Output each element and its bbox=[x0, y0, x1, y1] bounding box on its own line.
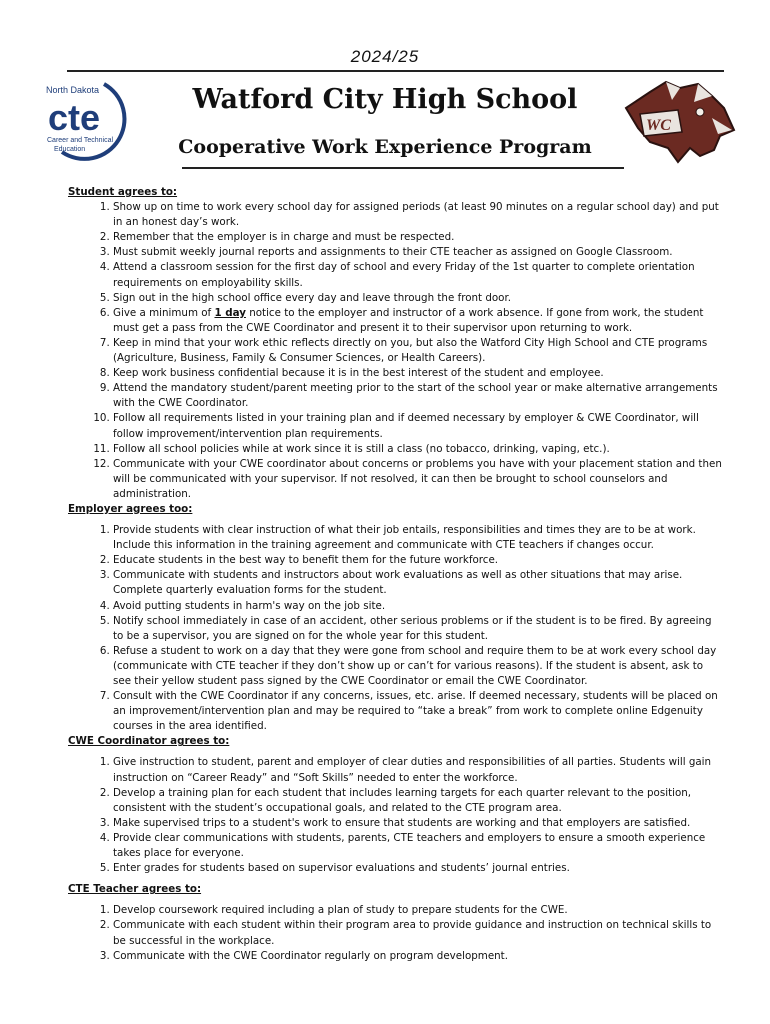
list-item: 1. Provide students with clear instruction of what their job entails, responsibilities and times they are to be at work. Include this information in the training agreement and communicate with CTE teachers if changes occur. bbox=[113, 523, 722, 553]
list-item: 3. Communicate with the CWE Coordinator regularly on program development. bbox=[113, 949, 722, 964]
header-rule bbox=[67, 70, 724, 72]
north-dakota-cte-logo bbox=[40, 78, 140, 162]
list-item: 1. Develop coursework required including a plan of study to prepare students for the CWE. bbox=[113, 903, 722, 918]
list-item bbox=[113, 306, 722, 336]
logo-cte-text: cte bbox=[48, 97, 101, 138]
item-text: notice to the employer and instructor of a work absence. If gone from work, the student must get a pass from the CWE Coordinator and present it to their supervisor upon returning to work. bbox=[113, 306, 704, 334]
item-text: Give a minimum of bbox=[113, 306, 215, 319]
logo-line1: North Dakota bbox=[46, 85, 100, 95]
school-name: Watford City High School bbox=[192, 84, 578, 115]
wolf-mascot-logo bbox=[620, 78, 738, 168]
list-item: 4. Provide clear communications with students, parents, CTE teachers and employers to ensure a smooth experience takes place for everyone. bbox=[113, 831, 722, 861]
title-rule bbox=[182, 167, 624, 169]
list-item: 7. Consult with the CWE Coordinator if any concerns, issues, etc. arise. If deemed necessary, students will be placed on an improvement/intervention plan and may be required to “take a break” from work to complete online Edgenuity courses in the area identified. bbox=[113, 689, 722, 734]
list-item: 3. Make supervised trips to a student's work to ensure that students are working and that employers are satisfied. bbox=[113, 816, 722, 831]
list-item: 3. Must submit weekly journal reports and assignments to their CTE teacher as assigned on Google Classroom. bbox=[113, 245, 722, 260]
list-item: 1. Show up on time to work every school day for assigned periods (at least 90 minutes on a regular school day) and put in an honest day’s work. bbox=[113, 200, 722, 230]
school-year: 2024/25 bbox=[350, 47, 420, 66]
emphasis-text: 1 day bbox=[214, 306, 246, 319]
list-item: 7. Keep in mind that your work ethic reflects directly on you, but also the Watford City High School and CTE programs (Agriculture, Business, Family & Consumer Sciences, or Health Careers). bbox=[113, 336, 722, 366]
coordinator-section-heading: CWE Coordinator agrees to: bbox=[68, 735, 230, 748]
program-title: Cooperative Work Experience Program bbox=[178, 136, 592, 158]
list-item: 5. Enter grades for students based on supervisor evaluations and students’ journal entries. bbox=[113, 861, 722, 876]
list-item: 10. Follow all requirements listed in your training plan and if deemed necessary by employer & CWE Coordinator, will follow improvement/intervention plan requirements. bbox=[113, 411, 722, 441]
list-item: 2. Communicate with each student within their program area to provide guidance and instruction on technical skills to be successful in the workplace. bbox=[113, 918, 722, 948]
logo-line2: Career and Technical bbox=[47, 137, 114, 144]
list-item: 4. Avoid putting students in harm's way on the job site. bbox=[113, 599, 722, 614]
list-item: 3. Communicate with students and instructors about work evaluations as well as other situations that may arise. Complete quarterly evaluation forms for the student. bbox=[113, 568, 722, 598]
list-item: 2. Educate students in the best way to benefit them for the future workforce. bbox=[113, 553, 722, 568]
teacher-list bbox=[68, 903, 722, 963]
agreement-content bbox=[68, 185, 722, 964]
list-item: 12. Communicate with your CWE coordinator about concerns or problems you have with your placement station and then will be communicated with your supervisor. If not resolved, it can then be brought to school counselors and administration. bbox=[113, 457, 722, 502]
list-item: 2. Remember that the employer is in charge and must be respected. bbox=[113, 230, 722, 245]
list-item: 1. Give instruction to student, parent and employer of clear duties and responsibilities of all parties. Students will gain instruction on “Career Ready” and “Soft Skills” needed to enter the workforce. bbox=[113, 755, 722, 785]
mascot-initials: WC bbox=[646, 117, 671, 134]
logo-line3: Education bbox=[54, 146, 86, 153]
list-item: 6. Refuse a student to work on a day that they were gone from school and require them to be at work every school day (communicate with CTE teacher if they don’t show up or can’t for various reasons). If the student is absent, ask to see their yellow student pass signed by the CWE Coordinator or email the CWE Coordinator. bbox=[113, 644, 722, 689]
list-item: 9. Attend the mandatory student/parent meeting prior to the start of the school year or make alternative arrangements with the CWE Coordinator. bbox=[113, 381, 722, 411]
list-item: 11. Follow all school policies while at work since it is still a class (no tobacco, drinking, vaping, etc.). bbox=[113, 442, 722, 457]
list-item: 2. Develop a training plan for each student that includes learning targets for each quarter relevant to the position, consistent with the student’s occupational goals, and related to the CTE program area. bbox=[113, 786, 722, 816]
list-item: 5. Sign out in the high school office every day and leave through the front door. bbox=[113, 291, 722, 306]
student-list bbox=[68, 200, 722, 502]
employer-list bbox=[68, 523, 722, 734]
list-item: 4. Attend a classroom session for the first day of school and every Friday of the 1st quarter to complete orientation requirements on employability skills. bbox=[113, 260, 722, 290]
teacher-section-heading: CTE Teacher agrees to: bbox=[68, 883, 202, 896]
list-item: 8. Keep work business confidential because it is in the best interest of the student and employee. bbox=[113, 366, 722, 381]
employer-section-heading: Employer agrees too: bbox=[68, 502, 193, 515]
student-section-heading: Student agrees to: bbox=[68, 186, 178, 198]
list-item: 5. Notify school immediately in case of an accident, other serious problems or if the student is to be fired. By agreeing to be a supervisor, you are signed on for the whole year for this student. bbox=[113, 614, 722, 644]
coordinator-list bbox=[68, 755, 722, 876]
